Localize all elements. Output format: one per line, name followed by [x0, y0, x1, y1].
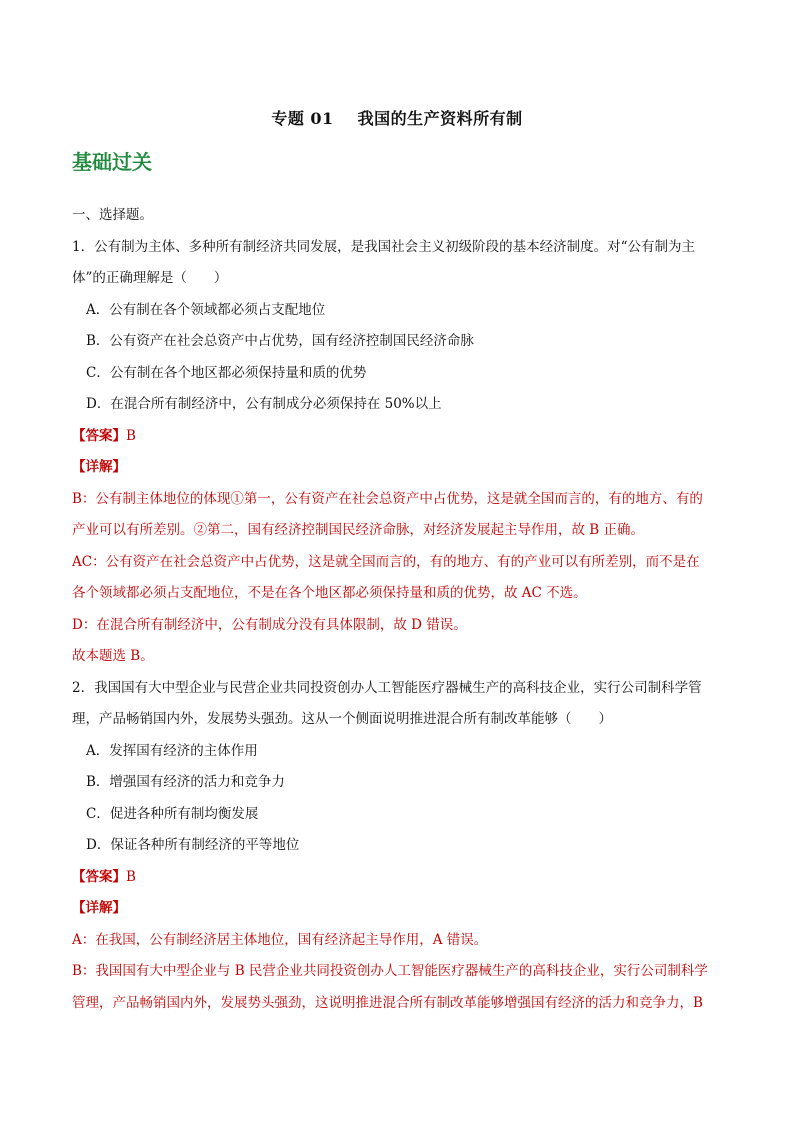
q2-answer: [72, 862, 722, 894]
q1-answer: [72, 421, 722, 453]
part-heading: 一、选择题。: [72, 207, 153, 223]
q1-conclusion: 故本题选 B。: [72, 648, 154, 664]
q2-answer-value: B: [126, 868, 136, 885]
title-main: 我国的生产资料所有制: [357, 109, 523, 128]
q1-explain-label: 【详解】: [72, 459, 126, 475]
q2-option-a: A．发挥国有经济的主体作用: [86, 742, 258, 759]
q1-answer-label: 【答案】: [72, 427, 126, 444]
q2-answer-label: 【答案】: [72, 868, 126, 885]
q2-option-d: D．保证各种所有制经济的平等地位: [86, 837, 300, 853]
q1-stem-line1: 1．公有制为主体、多种所有制经济共同发展，是我国社会主义初级阶段的基本经济制度。对“公有制为主: [72, 238, 695, 255]
q2-explain-label: 【详解】: [72, 900, 126, 916]
q1-option-c: C．公有制在各个地区都必须保持量和质的优势: [86, 364, 367, 381]
q2-option-c: C．促进各种所有制均衡发展: [86, 805, 259, 822]
q2-stem-line2: 理，产品畅销国内外，发展势头强劲。这从一个侧面说明推进混合所有制改革能够（ ）: [72, 711, 612, 727]
q2-explain-line: A：在我国，公有制经济居主体地位，国有经济起主导作用，A 错误。: [72, 931, 488, 948]
q1-explain-line: 各个领域都必须占支配地位，不是在各个地区都必须保持量和质的优势，故 AC 不选。: [72, 585, 587, 601]
q1-explain-line: 产业可以有所差别。②第二，国有经济控制国民经济命脉，对经济发展起主导作用，故 B 正确。: [72, 522, 645, 538]
q1-option-b: B．公有资产在社会总资产中占优势，国有经济控制国民经济命脉: [86, 333, 474, 349]
document-content: [72, 200, 722, 1019]
q1-explain-line: AC：公有资产在社会总资产中占优势，这是就全国而言的，有的地方、有的产业可以有所差别，而不是在: [72, 553, 700, 570]
q2-option-b: B．增强国有经济的活力和竞争力: [86, 774, 285, 790]
q1-answer-value: B: [126, 427, 136, 444]
q1-explain-line: D：在混合所有制经济中，公有制成分没有具体限制，故 D 错误。: [72, 616, 467, 633]
q1-option-d: D．在混合所有制经济中，公有制成分必须保持在 50%以上: [86, 396, 442, 412]
section-title: 基础过关: [72, 150, 152, 174]
q2-explain-line: 管理，产品畅销国内外，发展势头强劲，这说明推进混合所有制改革能够增强国有经济的活力和竞争力，B: [72, 994, 703, 1011]
q2-stem-line1: 2．我国国有大中型企业与民营企业共同投资创办人工智能医疗器械生产的高科技企业，实行公司制科学管: [72, 679, 702, 696]
title-prefix: 专题 01: [271, 109, 334, 128]
page-title: [0, 106, 794, 129]
q1-stem-line2: 体”的正确理解是（ ）: [72, 270, 228, 286]
q1-explain-line: B：公有制主体地位的体现①第一，公有资产在社会总资产中占优势，这是就全国而言的，有的地方、有的: [72, 490, 703, 507]
q1-option-a: A．公有制在各个领域都必须占支配地位: [86, 301, 326, 318]
q2-explain-line: B：我国国有大中型企业与 B 民营企业共同投资创办人工智能医疗器械生产的高科技企业，实行公司制科学: [72, 963, 708, 979]
